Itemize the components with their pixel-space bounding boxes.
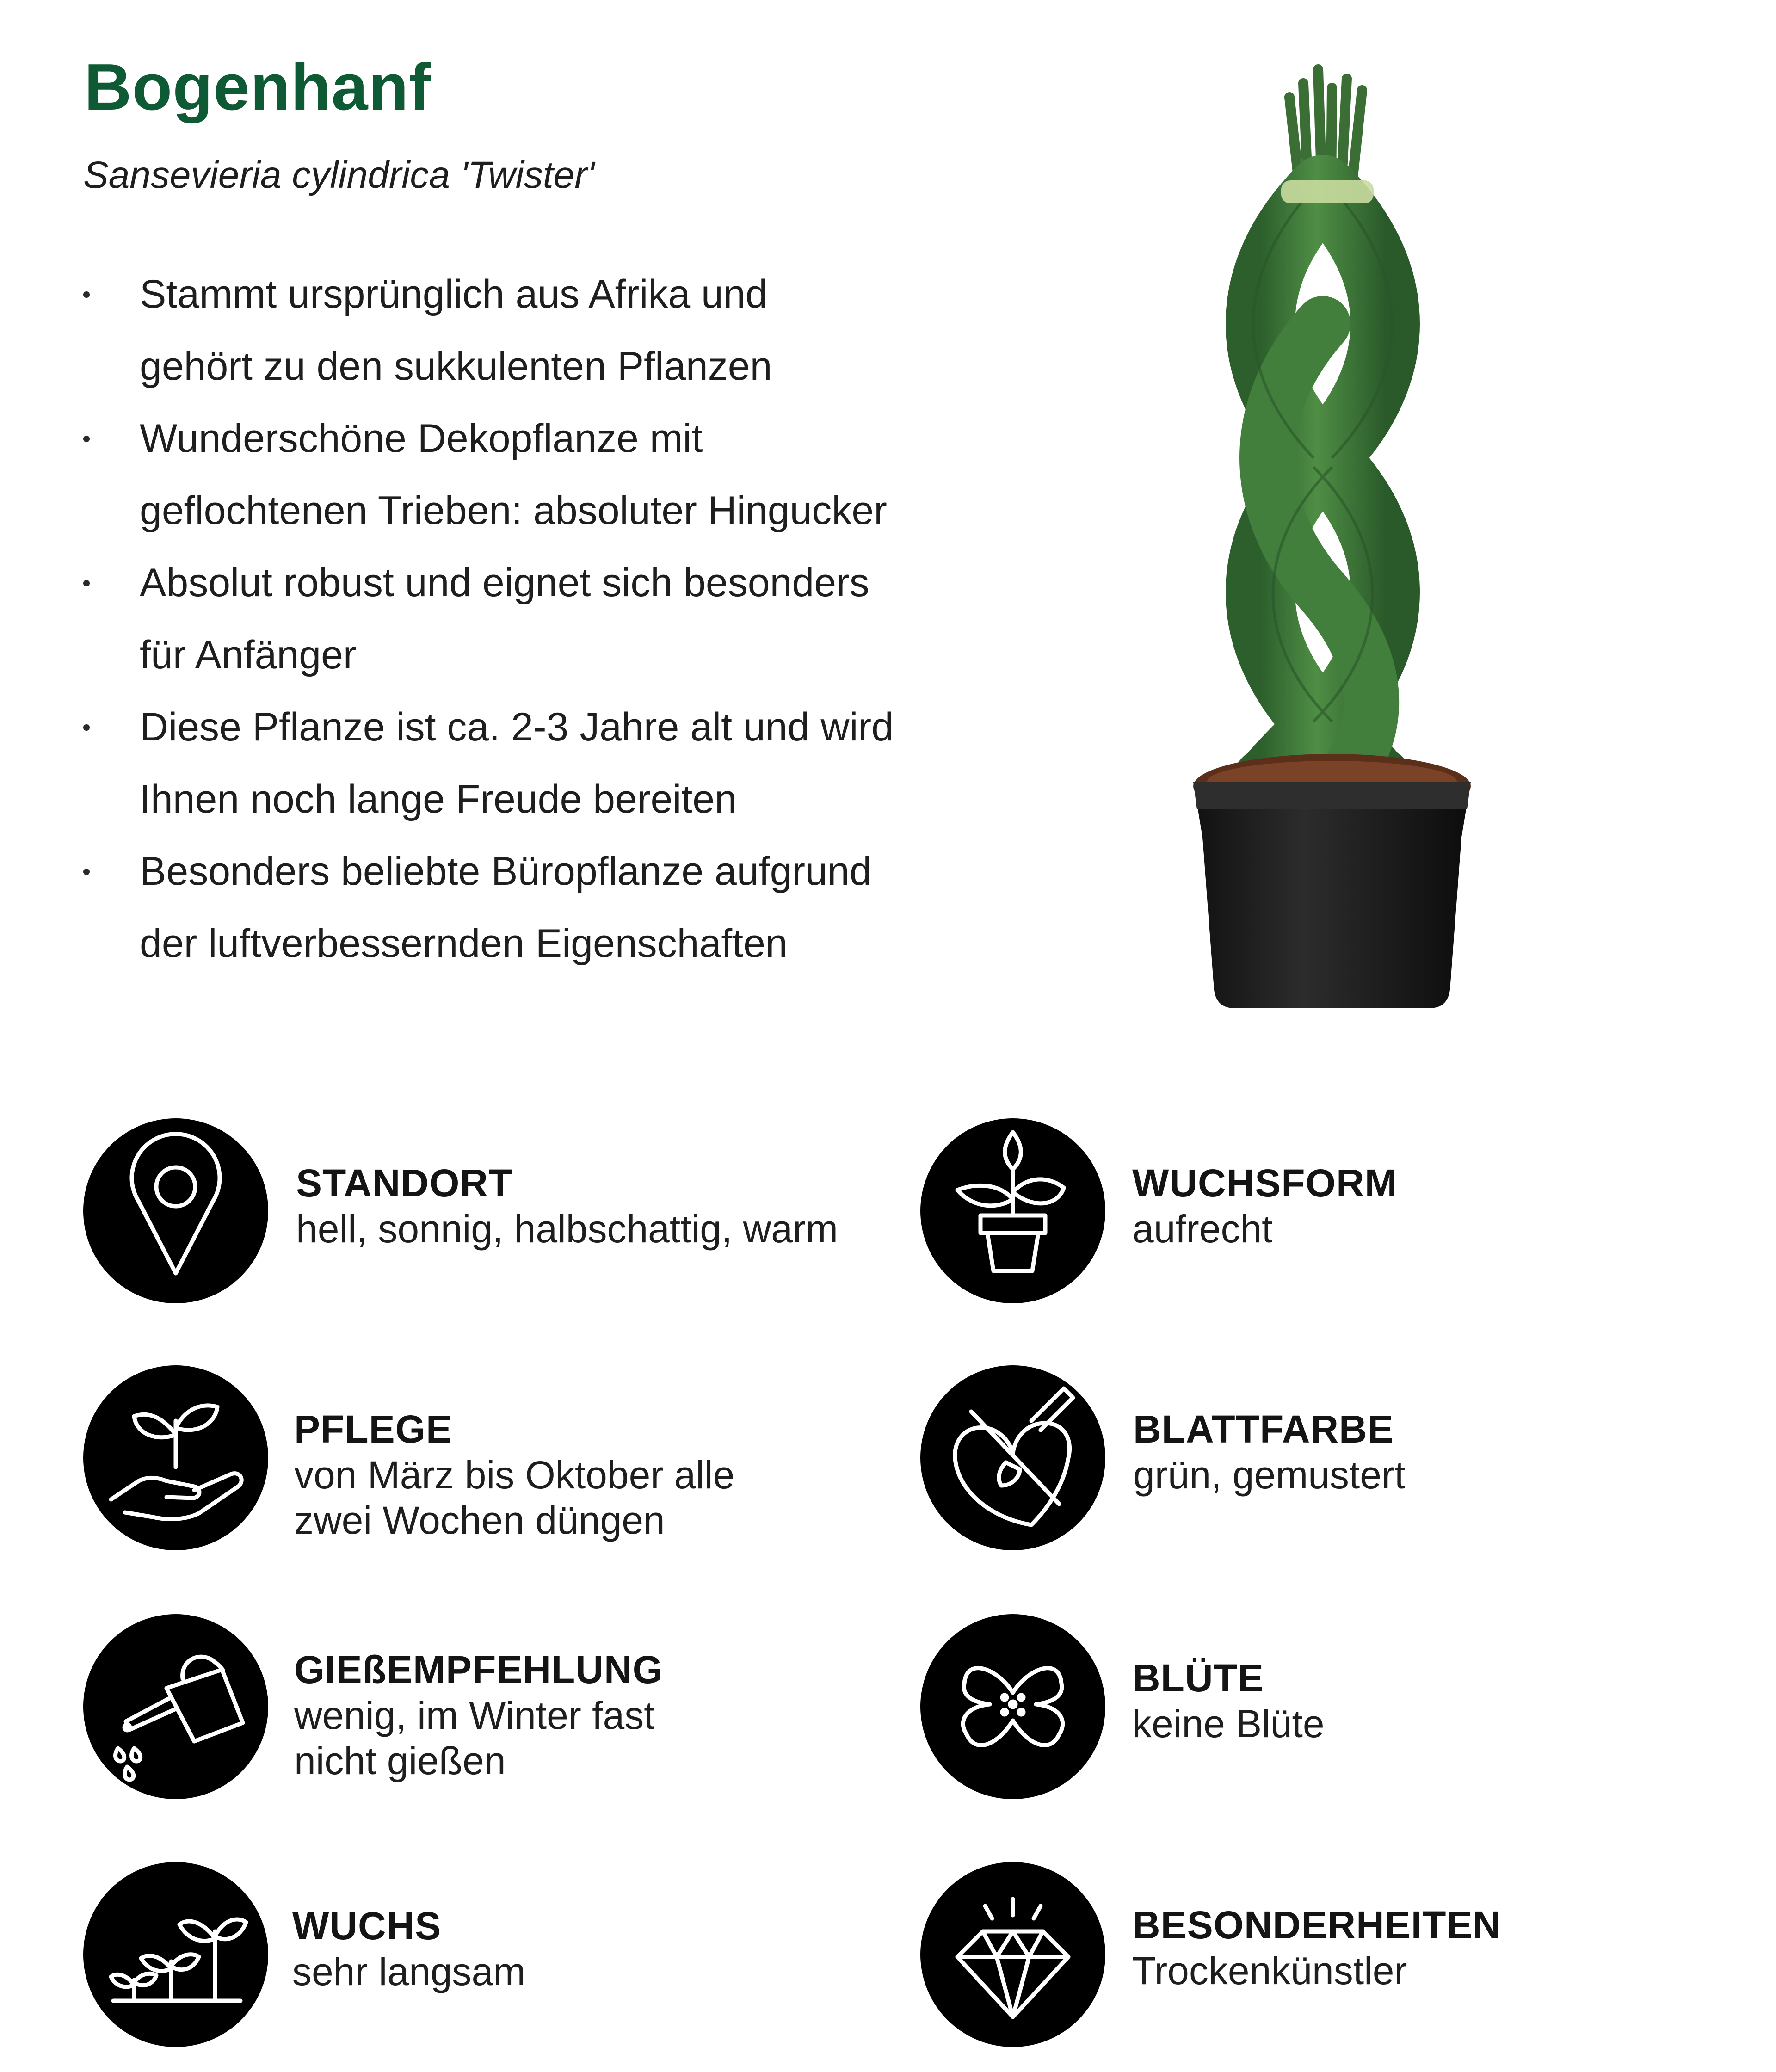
flower-icon — [920, 1614, 1105, 1799]
feature-value: von März bis Oktober alle — [294, 1453, 735, 1497]
feature-value: zwei Wochen düngen — [294, 1498, 665, 1542]
bullet-line: gehört zu den sukkulenten Pflanzen — [140, 344, 772, 388]
feature-heading: BLÜTE — [1132, 1656, 1264, 1700]
bullet-line: Diese Pflanze ist ca. 2-3 Jahre alt und wird — [140, 705, 894, 749]
bullet-item — [79, 835, 939, 980]
leaf-brush-icon — [920, 1365, 1105, 1550]
botanical-name: Sansevieria cylindrica 'Twister' — [83, 154, 595, 196]
bullet-line: Wunderschöne Dekopflanze mit — [140, 416, 703, 461]
feature-heading: GIEßEMPFEHLUNG — [294, 1648, 664, 1691]
bullet-line: Ihnen noch lange Freude bereiten — [140, 777, 737, 821]
feature-value: aufrecht — [1132, 1207, 1273, 1251]
feature-heading: BLATTFARBE — [1133, 1407, 1394, 1451]
bullet-line: für Anfänger — [140, 633, 357, 677]
bullet-line: Stammt ursprünglich aus Afrika und — [140, 272, 768, 316]
bullet-item — [79, 258, 939, 402]
plant-image — [1184, 51, 1508, 1036]
feature-heading: WUCHS — [292, 1904, 442, 1948]
bullet-item — [79, 402, 939, 547]
bullet-line: Besonders beliebte Büropflanze aufgrund — [140, 849, 872, 894]
product-title: Bogenhanf — [84, 50, 432, 124]
bullet-line: Absolut robust und eignet sich besonders — [140, 561, 870, 605]
feature-value: grün, gemustert — [1133, 1453, 1406, 1497]
feature-heading: PFLEGE — [294, 1407, 453, 1451]
potted-plant-icon — [920, 1118, 1105, 1303]
feature-value: nicht gießen — [294, 1739, 506, 1782]
bullet-line: geflochtenen Trieben: absoluter Hingucker — [140, 488, 887, 533]
feature-value: hell, sonnig, halbschattig, warm — [296, 1207, 838, 1251]
feature-bullet-list — [79, 258, 939, 980]
feature-value: sehr langsam — [292, 1950, 526, 1993]
bullet-item — [79, 547, 939, 691]
diamond-icon — [920, 1862, 1105, 2047]
bullet-item — [79, 691, 939, 835]
watering-can-icon — [83, 1614, 268, 1799]
feature-value: Trockenkünstler — [1132, 1949, 1407, 1992]
feature-value: wenig, im Winter fast — [294, 1694, 655, 1737]
feature-heading: BESONDERHEITEN — [1132, 1903, 1502, 1947]
bullet-line: der luftverbessernden Eigenschaften — [140, 921, 788, 966]
feature-heading: WUCHSFORM — [1132, 1161, 1398, 1205]
sprouts-growth-icon — [83, 1862, 268, 2047]
feature-value: keine Blüte — [1132, 1702, 1325, 1745]
location-pin-icon — [83, 1118, 268, 1303]
hand-seedling-icon — [83, 1365, 268, 1550]
feature-heading: STANDORT — [296, 1161, 513, 1205]
